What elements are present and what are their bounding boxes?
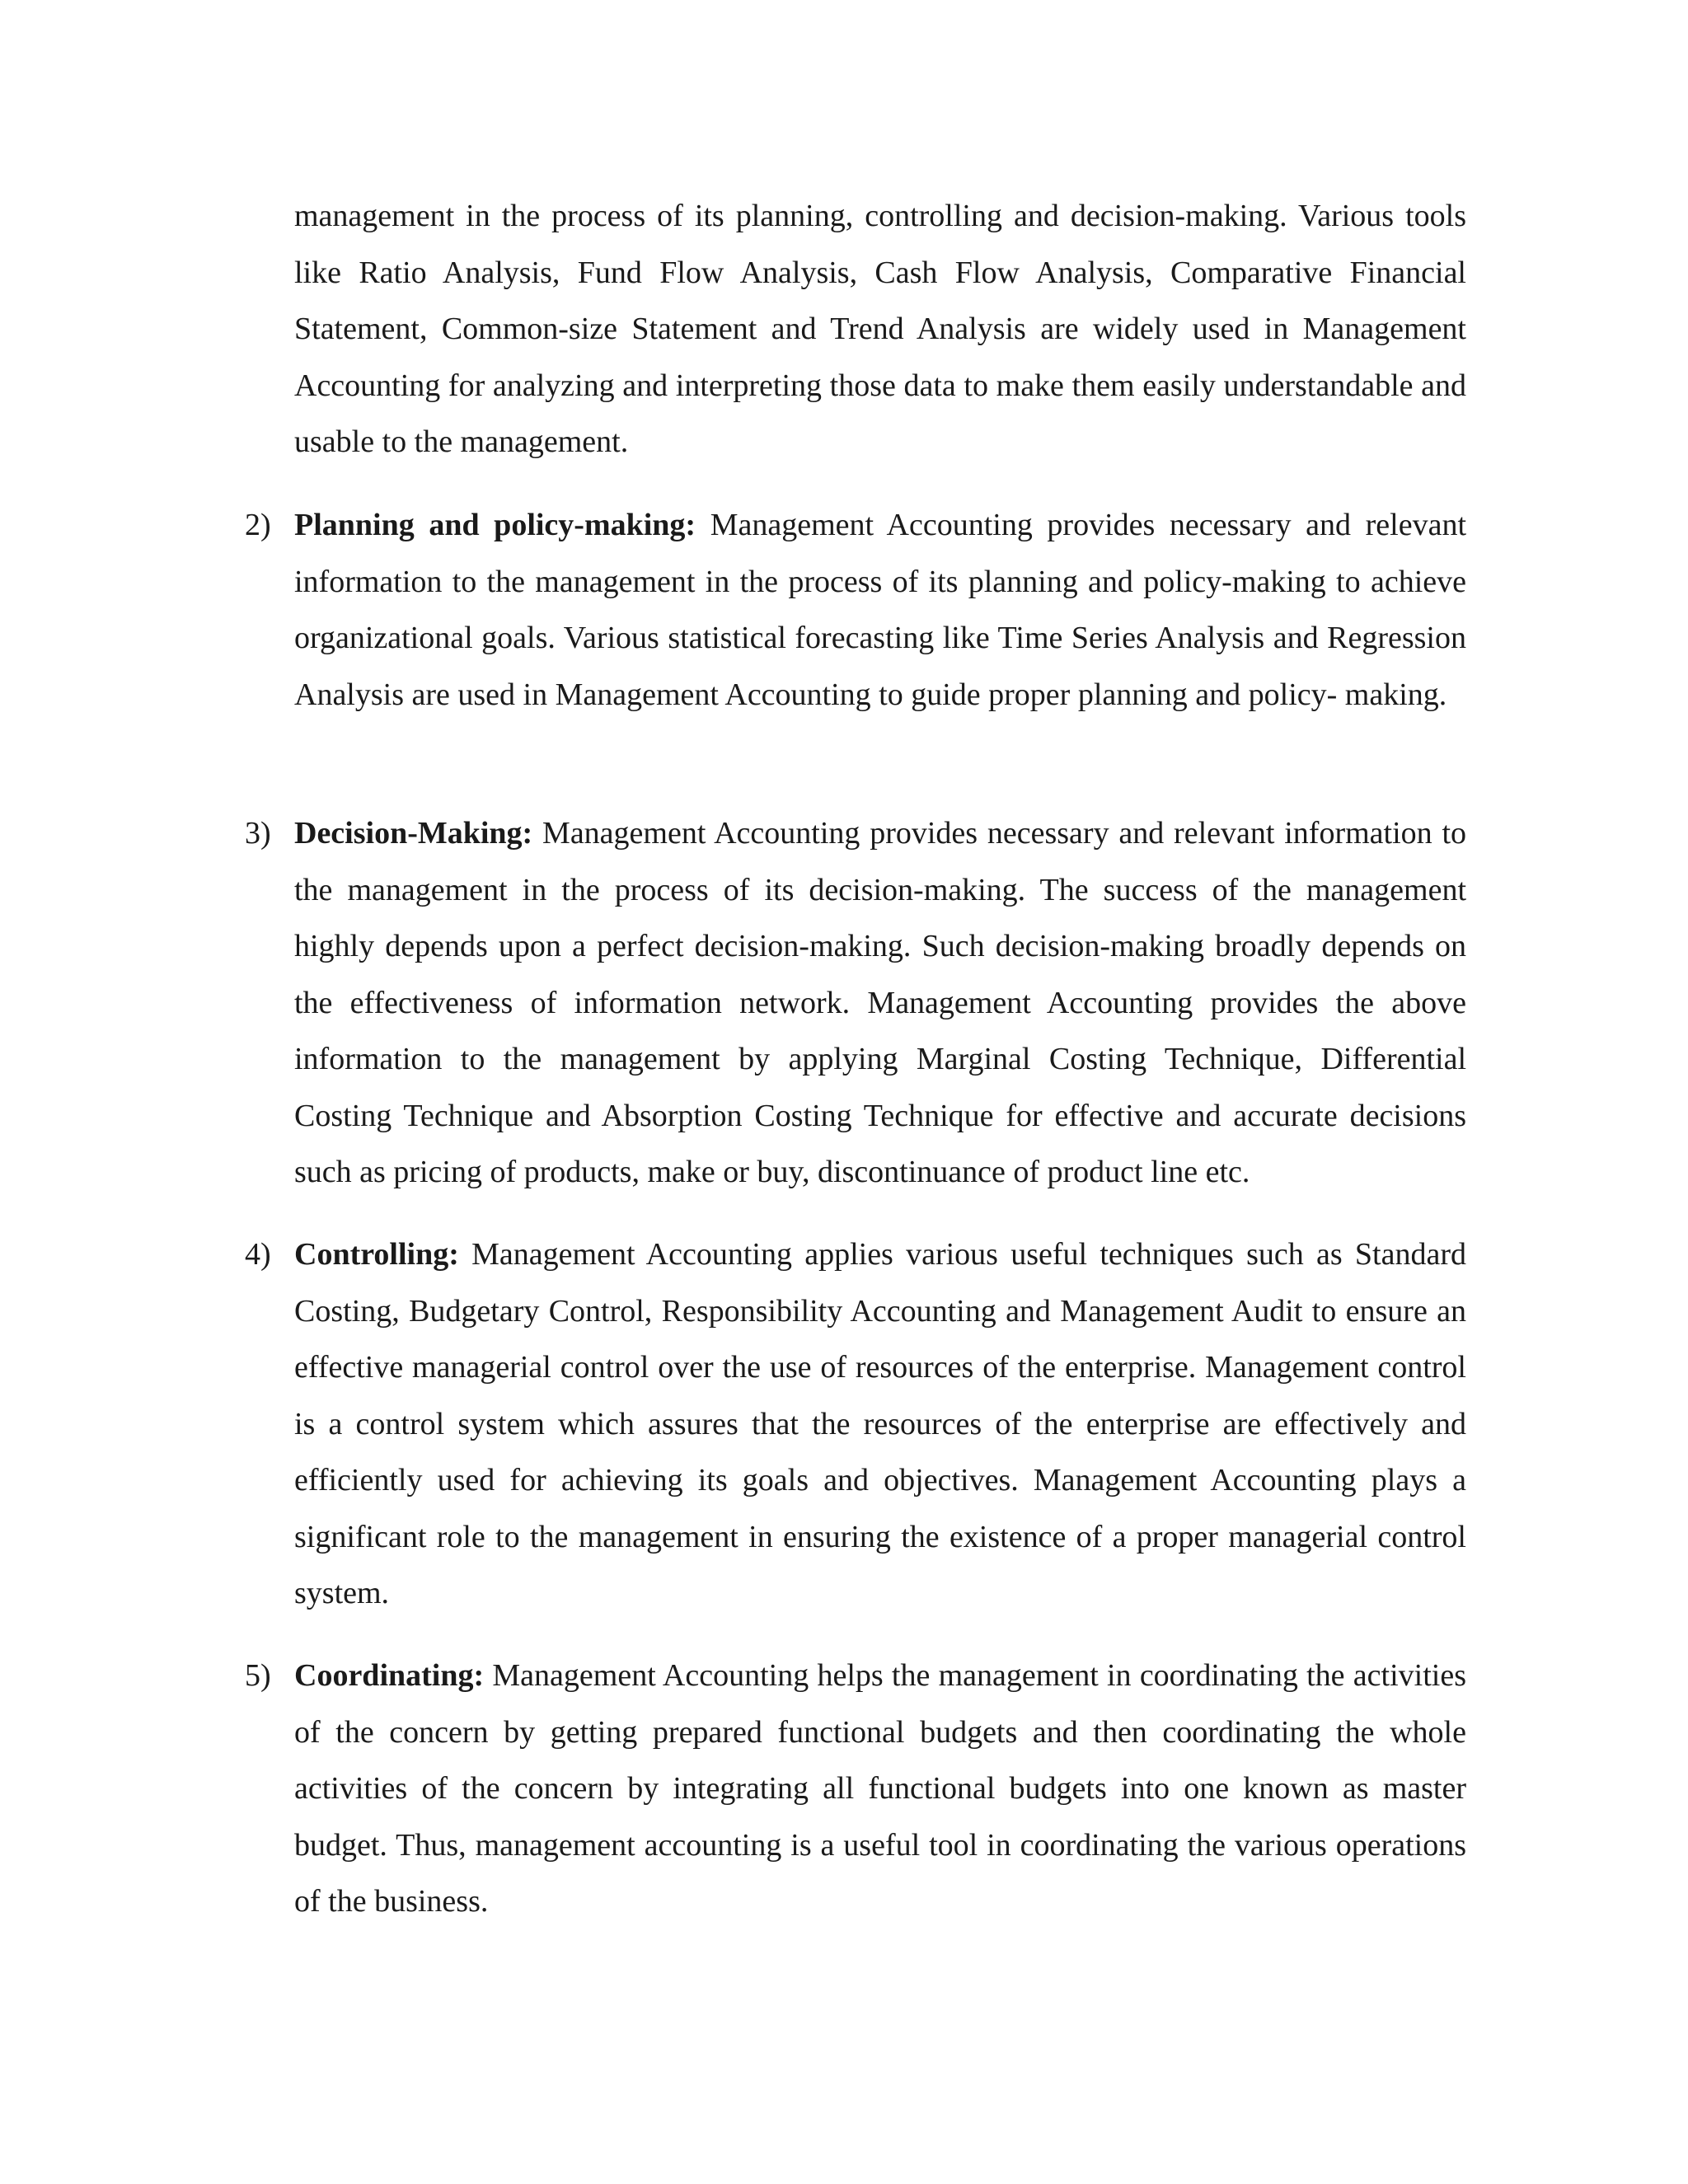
item-heading: Planning and policy-making:: [294, 508, 710, 542]
item-number: 5): [245, 1658, 271, 1693]
item-body: Management Accounting provides necessary and relevant information to the management in the process of its planning and policy-making to achieve organizational goals. Various statistical forecasting like Time Series Analysis and Regression Analysis are used in Management Accounting to guide proper planning and policy- making.: [294, 508, 1467, 712]
list-item: [245, 497, 1467, 723]
item-number: 3): [245, 816, 271, 851]
continuation-paragraph: management in the process of its planning, controlling and decision-making. Various tools like Ratio Analysis, Fund Flow Analysis, Cash Flow Analysis, Comparative Financial Statement, Common-size Statement and Trend Analysis are widely used in Management Accounting for analyzing and interpreting those data to make them easily understandable and usable to the management.: [294, 199, 1466, 459]
item-body: Management Accounting helps the management in coordinating the activities of the concern by getting prepared functional budgets and then coordinating the whole activities of the concern by integrating all functional budgets into one known as master budget. Thus, management accounting is a useful tool in coordinating the various operations of the business.: [294, 1658, 1466, 1919]
list-item: [245, 805, 1466, 1201]
item-heading: Coordinating:: [294, 1658, 493, 1693]
item-heading: Decision-Making:: [294, 816, 543, 851]
item-body: Management Accounting applies various useful techniques such as Standard Costing, Budgetary Control, Responsibility Accounting and Management Audit to ensure an effective managerial control over the use of resources of the enterprise. Management control is a control system which assures that the resources of the enterprise are effectively and efficiently used for achieving its goals and objectives. Management Accounting plays a significant role to the management in ensuring the existence of a proper managerial control system.: [294, 1237, 1467, 1610]
list-item: [245, 1647, 1466, 1930]
item-number: 4): [245, 1237, 271, 1272]
item-body: Management Accounting provides necessary and relevant information to the management in the process of its decision-making. The success of the management highly depends upon a perfect decision-making. Such decision-making broadly depends on the effectiveness of information network. Management Accounting provides the above information to the management by applying Marginal Costing Technique, Differential Costing Technique and Absorption Costing Technique for effective and accurate decisions such as pricing of products, make or buy, discontinuance of product line etc.: [294, 816, 1466, 1189]
item-number: 2): [245, 508, 271, 542]
list-item: [245, 1226, 1467, 1622]
item-heading: Controlling:: [294, 1237, 472, 1272]
